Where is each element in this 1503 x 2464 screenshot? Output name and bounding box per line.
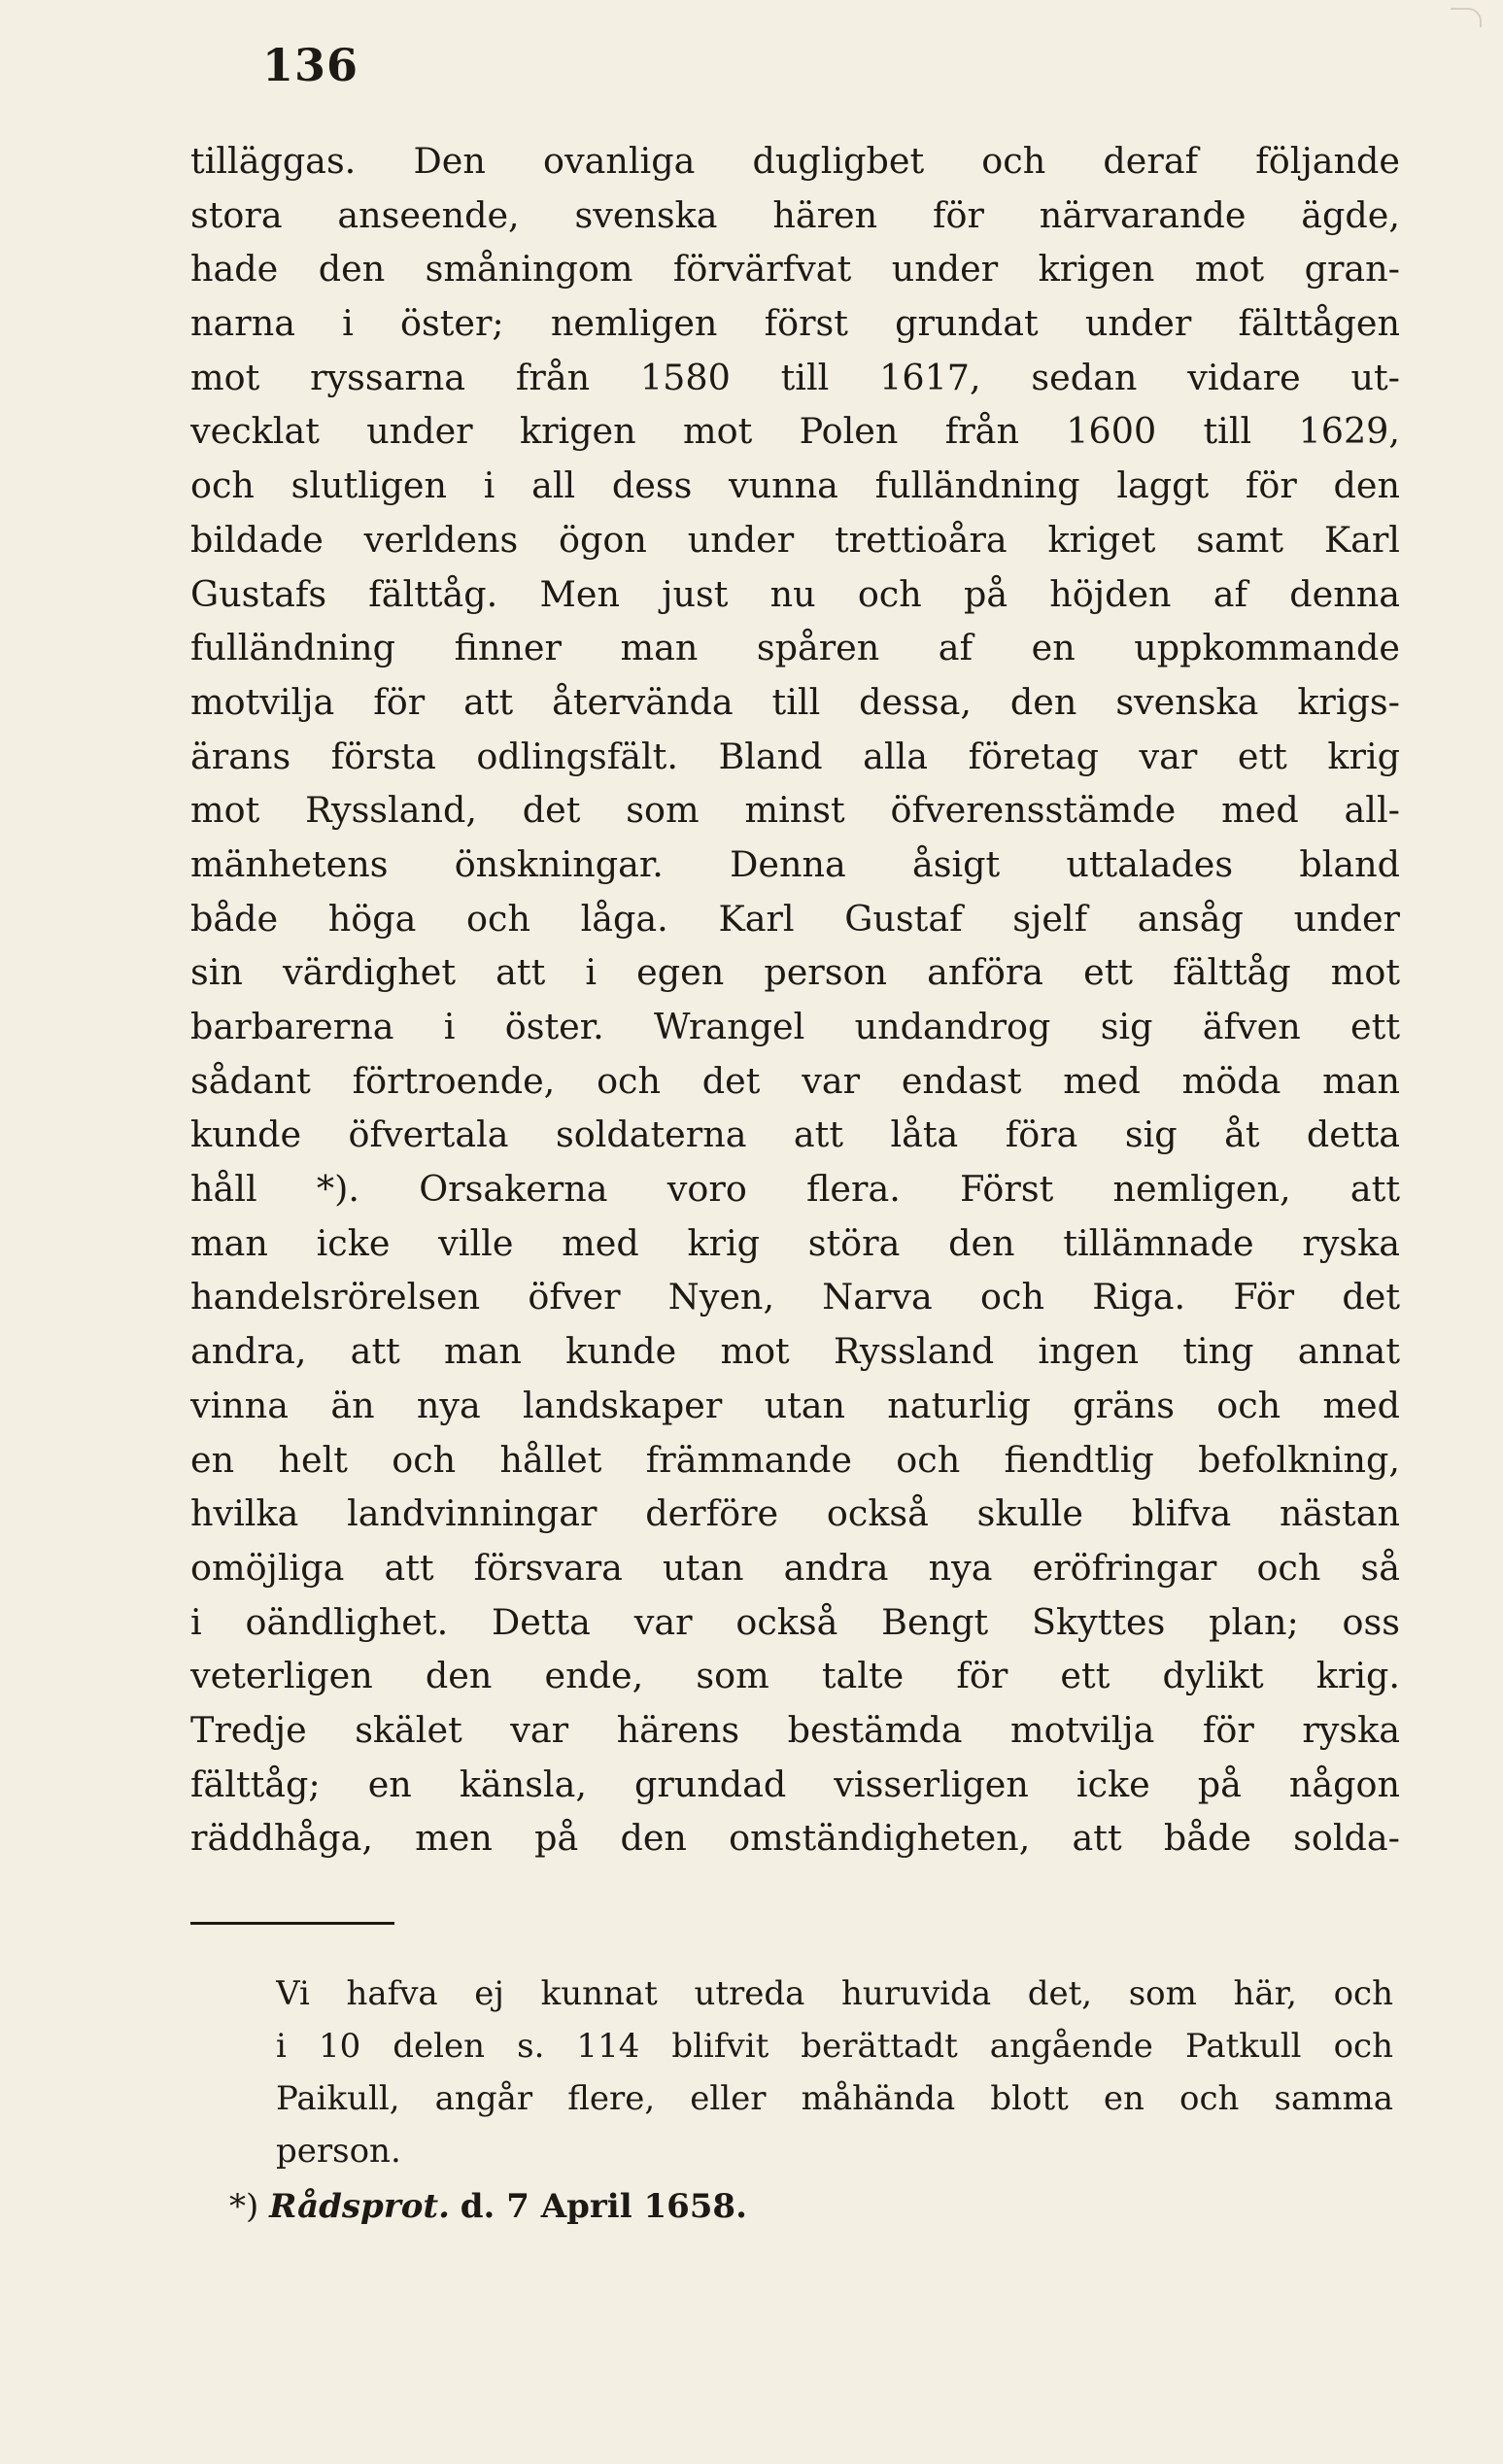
text-line: och slutligen i all dess vunna fulländning laggt för den [190,464,1400,507]
footnote-text [276,1968,1393,2177]
text-line: hvilka landvinningar derföre också skulle blifva nästan [190,1492,1400,1535]
footnote-separator [190,1922,394,1925]
text-line: Tredje skälet var härens bestämda motvilja för ryska [190,1708,1400,1751]
footnote-line: Vi hafva ej kunnat utreda huruvida det, som här, och [276,1974,1393,2013]
text-line: både höga och låga. Karl Gustaf sjelf ansåg under [190,897,1400,940]
text-line: i oändlighet. Detta var också Bengt Skyttes plan; oss [190,1600,1400,1643]
text-line: barbarerna i öster. Wrangel undandrog sig äfven ett [190,1006,1400,1047]
page-corner-mark [1451,8,1482,27]
text-line: man icke ville med krig störa den tillämnade ryska [190,1221,1400,1264]
text-line: vinna än nya landskaper utan naturlig gräns och med [190,1384,1400,1426]
text-line: vecklat under krigen mot Polen från 1600 till 1629, [190,410,1400,453]
text-line: räddhåga, men på den omständigheten, att både solda- [190,1817,1400,1860]
footnote-line: person. [276,2132,401,2171]
text-line: fulländning finner man spåren af en uppkommande [190,627,1400,669]
text-line: mot ryssarna från 1580 till 1617, sedan vidare ut- [190,356,1400,398]
footnote-line: Paikull, angår flere, eller måhända blott en och samma [276,2079,1393,2118]
text-line: sin värdighet att i egen person anföra ett fälttåg mot [190,951,1400,994]
text-line: stora anseende, svenska hären för närvarande ägde, [190,193,1400,236]
text-line: hade den småningom förvärfvat under krigen mot gran- [190,248,1400,291]
page-number: 136 [262,39,359,91]
text-line: omöjliga att försvara utan andra nya eröfringar och så [190,1546,1400,1589]
text-line: tilläggas. Den ovanliga dugligbet och deraf följande [190,140,1400,182]
footnote-marker: *) [229,2187,259,2226]
text-line: motvilja för att återvända till dessa, den svenska krigs- [190,680,1400,723]
text-line: veterligen den ende, som talte för ett dylikt krig. [190,1655,1400,1697]
footnote-source: Rådsprot. [269,2187,450,2226]
text-line: handelsrörelsen öfver Nyen, Narva och Riga. För det [190,1276,1400,1318]
text-line: fälttåg; en känsla, grundad visserligen icke på någon [190,1762,1400,1805]
text-line: bildade verldens ögon under trettioåra kriget samt Karl [190,518,1400,561]
text-line: mänhetens önskningar. Denna åsigt uttalades bland [190,842,1400,885]
text-line: håll *). Orsakerna voro flera. Först nemligen, att [190,1168,1400,1211]
text-line: kunde öfvertala soldaterna att låta föra sig åt detta [190,1113,1400,1156]
footnote-star [229,2180,747,2233]
footnote-line: i 10 delen s. 114 blifvit berättadt angående Patkull och [276,2027,1393,2066]
text-line: andra, att man kunde mot Ryssland ingen ting annat [190,1330,1400,1373]
text-line: mot Ryssland, det som minst öfverensstämde med all- [190,789,1400,832]
footnote-date: d. 7 April 1658. [460,2187,747,2226]
text-line: en helt och hållet främmande och fiendtlig befolkning, [190,1438,1400,1481]
text-line: sådant förtroende, och det var endast med möda man [190,1059,1400,1102]
text-line: ärans första odlingsfält. Bland alla företag var ett krig [190,735,1400,777]
text-line: Gustafs fälttåg. Men just nu och på höjden af denna [190,572,1400,615]
body-text [190,134,1400,1865]
text-line: narna i öster; nemligen först grundat under fälttågen [190,302,1400,345]
